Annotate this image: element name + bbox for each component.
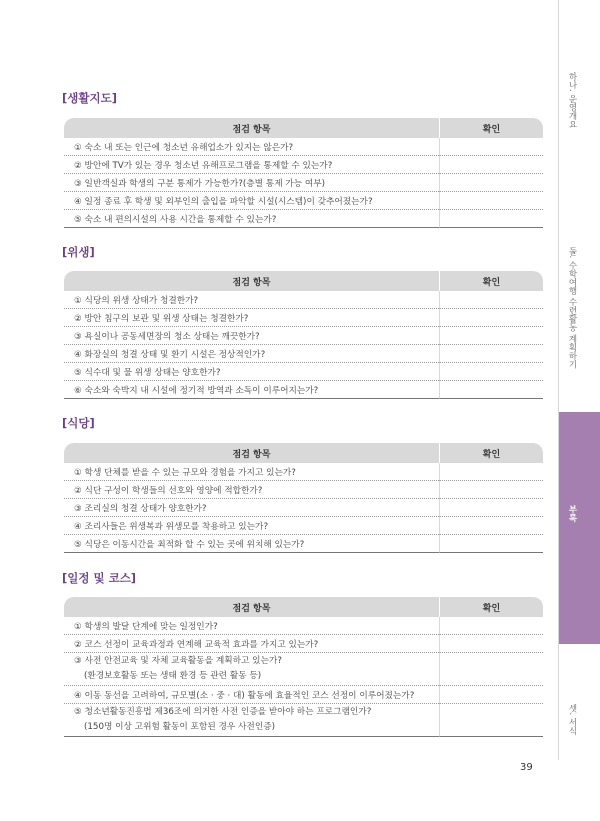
table-row bbox=[64, 174, 543, 192]
table-row bbox=[64, 499, 543, 517]
check-item: ① 학생 단체를 받을 수 있는 규모와 경험을 가지고 있는가? bbox=[64, 463, 439, 481]
checklist-table-cafeteria bbox=[64, 443, 543, 553]
confirm-cell[interactable] bbox=[439, 210, 543, 228]
confirm-cell[interactable] bbox=[439, 463, 543, 481]
confirm-cell[interactable] bbox=[439, 617, 543, 635]
confirm-cell[interactable] bbox=[439, 517, 543, 535]
table-row bbox=[64, 309, 543, 327]
table-row bbox=[64, 210, 543, 228]
table-row bbox=[64, 363, 543, 381]
header-item: 점검 항목 bbox=[64, 271, 439, 291]
header-confirm: 확인 bbox=[439, 271, 543, 291]
confirm-cell[interactable] bbox=[439, 535, 543, 553]
check-item: ⑤ 식당은 이동시간을 최적화 할 수 있는 곳에 위치해 있는가? bbox=[64, 535, 439, 553]
check-item: ① 식당의 위생 상태가 청결한가? bbox=[64, 291, 439, 309]
side-tab-planning[interactable]: 둘. 수학여행 수련활동 계획하기 bbox=[567, 247, 577, 369]
confirm-cell[interactable] bbox=[439, 192, 543, 210]
section-title-cafeteria: [식당] bbox=[62, 416, 95, 430]
table-row bbox=[64, 463, 543, 481]
check-item: ② 방안에 TV가 있는 경우 청소년 유해프로그램을 통제할 수 있는가? bbox=[64, 156, 439, 174]
header-item: 점검 항목 bbox=[64, 443, 439, 463]
check-item: ⑤ 숙소 내 편의시설의 사용 시간을 통제할 수 있는가? bbox=[64, 210, 439, 228]
header-confirm: 확인 bbox=[439, 597, 543, 617]
check-item-line: ⑤ 청소년활동진흥법 제36조에 의거한 사전 인증을 받아야 하는 프로그램인가? bbox=[74, 707, 372, 717]
check-item: ④ 일정 종료 후 학생 및 외부인의 출입을 파악할 시설(시스템)이 갖추어졌는가? bbox=[64, 192, 439, 210]
confirm-cell[interactable] bbox=[439, 653, 543, 686]
section-title-guidance: [생활지도] bbox=[62, 91, 117, 105]
check-item: ④ 조리사들은 위생복과 위생모를 착용하고 있는가? bbox=[64, 517, 439, 535]
confirm-cell[interactable] bbox=[439, 345, 543, 363]
table-row bbox=[64, 535, 543, 553]
check-item: ④ 화장실의 청결 상태 및 환기 시설은 정상적인가? bbox=[64, 345, 439, 363]
page-number: 39 bbox=[520, 762, 533, 773]
table-row bbox=[64, 704, 543, 737]
side-tab-forms[interactable]: 셋. 서식 bbox=[567, 704, 577, 735]
check-item: ② 코스 선정이 교육과정과 연계해 교육적 효과를 가지고 있는가? bbox=[64, 635, 439, 653]
check-item: ④ 이동 동선을 고려하여, 규모별(소 · 중 · 대) 활동에 효율적인 코스 선정이 이루어졌는가? bbox=[64, 686, 439, 704]
table-row bbox=[64, 156, 543, 174]
table-row bbox=[64, 327, 543, 345]
section-title-schedule: [일정 및 코스] bbox=[62, 571, 137, 585]
side-tab-appendix[interactable]: 부록 bbox=[567, 505, 577, 522]
confirm-cell[interactable] bbox=[439, 174, 543, 192]
check-item: ③ 일반객실과 학생의 구분 통제가 가능한가?(층별 통제 가능 여부) bbox=[64, 174, 439, 192]
check-item: ② 방안 침구의 보관 및 위생 상태는 청결한가? bbox=[64, 309, 439, 327]
table-row bbox=[64, 381, 543, 399]
header-confirm: 확인 bbox=[439, 118, 543, 138]
header-item: 점검 항목 bbox=[64, 118, 439, 138]
confirm-cell[interactable] bbox=[439, 309, 543, 327]
checklist-table-schedule bbox=[64, 597, 543, 737]
check-item: ③ 욕실이나 공동세면장의 청소 상태는 깨끗한가? bbox=[64, 327, 439, 345]
table-row bbox=[64, 138, 543, 156]
confirm-cell[interactable] bbox=[439, 138, 543, 156]
confirm-cell[interactable] bbox=[439, 686, 543, 704]
table-row bbox=[64, 481, 543, 499]
check-item: ③ 조리실의 청결 상태가 양호한가? bbox=[64, 499, 439, 517]
header-confirm: 확인 bbox=[439, 443, 543, 463]
check-item: ① 학생의 발달 단계에 맞는 일정인가? bbox=[64, 617, 439, 635]
table-row bbox=[64, 291, 543, 309]
header-item: 점검 항목 bbox=[64, 597, 439, 617]
check-item: ⑥ 숙소와 숙박지 내 시설에 정기적 방역과 소독이 이루어지는가? bbox=[64, 381, 439, 399]
confirm-cell[interactable] bbox=[439, 704, 543, 737]
active-tab-background bbox=[559, 412, 600, 644]
table-row bbox=[64, 192, 543, 210]
table-row bbox=[64, 345, 543, 363]
check-item bbox=[64, 704, 439, 737]
checklist-table-guidance bbox=[64, 118, 543, 228]
confirm-cell[interactable] bbox=[439, 499, 543, 517]
confirm-cell[interactable] bbox=[439, 381, 543, 399]
confirm-cell[interactable] bbox=[439, 327, 543, 345]
table-row bbox=[64, 617, 543, 635]
checklist-table-hygiene bbox=[64, 271, 543, 399]
check-item: ② 식단 구성이 학생들의 선호와 영양에 적합한가? bbox=[64, 481, 439, 499]
side-divider bbox=[558, 0, 559, 760]
check-item: ⑤ 식수대 및 물 위생 상태는 양호한가? bbox=[64, 363, 439, 381]
confirm-cell[interactable] bbox=[439, 481, 543, 499]
confirm-cell[interactable] bbox=[439, 156, 543, 174]
table-row bbox=[64, 635, 543, 653]
check-item-note: (150명 이상 고위험 활동이 포함된 경우 사전인증) bbox=[84, 722, 275, 732]
side-tab-overview[interactable]: 하나. 운영개요 bbox=[567, 72, 577, 129]
confirm-cell[interactable] bbox=[439, 363, 543, 381]
confirm-cell[interactable] bbox=[439, 635, 543, 653]
table-row bbox=[64, 653, 543, 686]
check-item bbox=[64, 653, 439, 686]
check-item-line: ③ 사전 안전교육 및 자체 교육활동을 계획하고 있는가? bbox=[74, 656, 282, 666]
table-row bbox=[64, 517, 543, 535]
table-row bbox=[64, 686, 543, 704]
confirm-cell[interactable] bbox=[439, 291, 543, 309]
check-item-note: (환경보호활동 또는 생태 환경 등 관련 활동 등) bbox=[84, 671, 262, 681]
section-title-hygiene: [위생] bbox=[62, 245, 95, 259]
check-item: ① 숙소 내 또는 인근에 청소년 유해업소가 있지는 않은가? bbox=[64, 138, 439, 156]
